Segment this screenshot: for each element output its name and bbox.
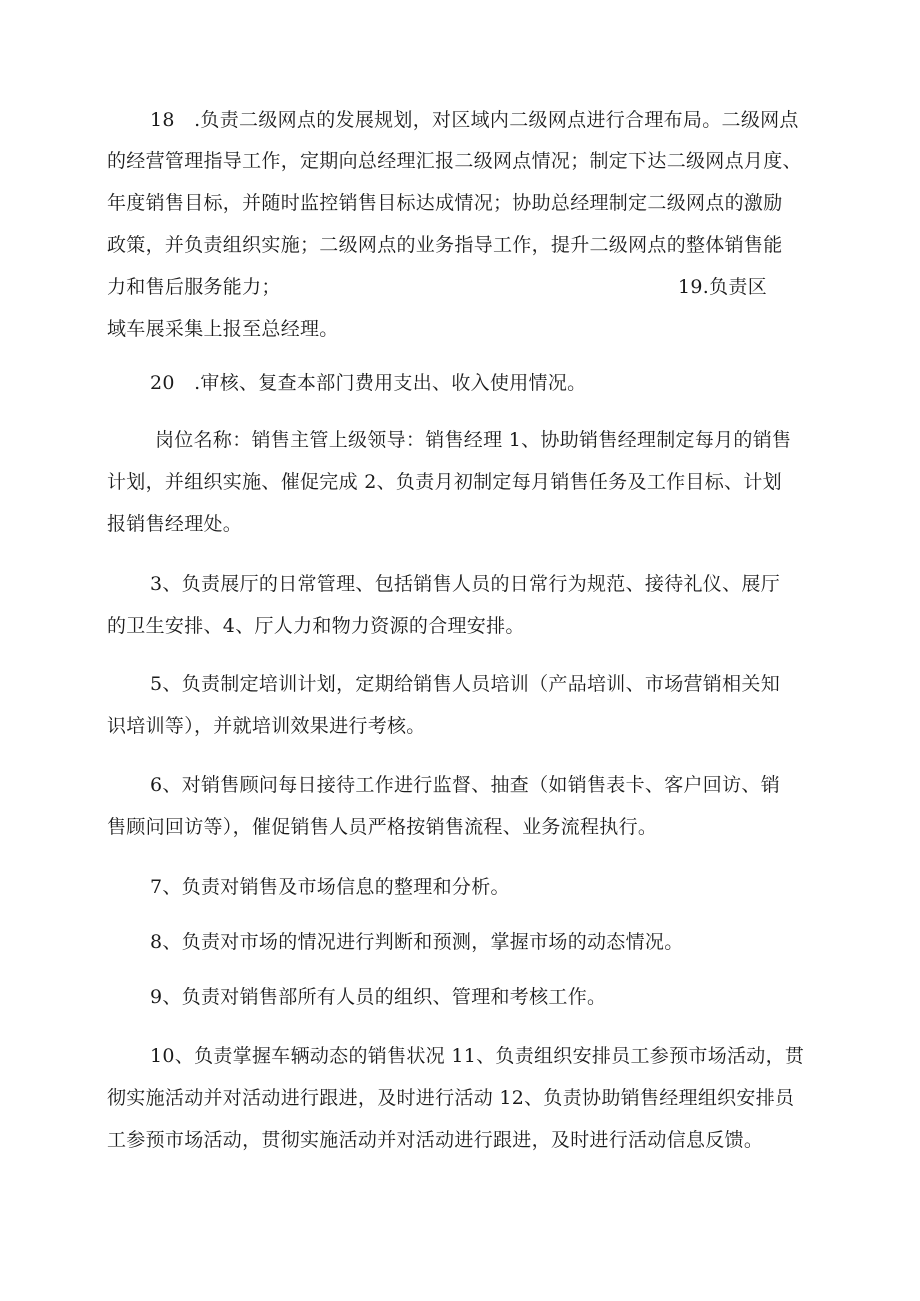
job-title-line-3: 报销售经理处。 bbox=[107, 513, 243, 535]
item-5-line-2: 识培训等），并就培训效果进行考核。 bbox=[107, 715, 426, 737]
item-10-line-2: 彻实施活动并对活动进行跟进，及时进行活动 12、负责协助销售经理组织安排员 bbox=[107, 1087, 795, 1109]
item-10-line-3: 工参预市场活动，贯彻实施活动并对活动进行跟进，及时进行活动信息反馈。 bbox=[107, 1129, 764, 1151]
job-title-line-1: 岗位名称：销售主管上级领导：销售经理 1、协助销售经理制定每月的销售 bbox=[155, 429, 792, 451]
paragraph-19-start: 19.负责区 bbox=[678, 276, 768, 298]
paragraph-18-line-4: 政策，并负责组织实施；二级网点的业务指导工作，提升二级网点的整体销售能 bbox=[107, 234, 783, 256]
item-3-line-1: 3、负责展厅的日常管理、包括销售人员的日常行为规范、接待礼仪、展厅 bbox=[150, 573, 780, 595]
job-title-line-2: 计划，并组织实施、催促完成 2、负责月初制定每月销售任务及工作目标、计划 bbox=[107, 471, 782, 493]
paragraph-19-line-2: 域车展采集上报至总经理。 bbox=[107, 318, 339, 340]
item-7-line-1: 7、负责对销售及市场信息的整理和分析。 bbox=[150, 876, 510, 898]
item-6-line-1: 6、对销售顾问每日接待工作进行监督、抽查（如销售表卡、客户回访、销 bbox=[150, 774, 780, 796]
paragraph-18-line-1: 18 .负责二级网点的发展规划，对区域内二级网点进行合理布局。二级网点 bbox=[150, 109, 799, 131]
item-9-line-1: 9、负责对销售部所有人员的组织、管理和考核工作。 bbox=[150, 986, 607, 1008]
paragraph-18-line-3: 年度销售目标，并随时监控销售目标达成情况；协助总经理制定二级网点的激励 bbox=[107, 192, 783, 214]
paragraph-20-line-1: 20 .审核、复查本部门费用支出、收入使用情况。 bbox=[150, 372, 587, 394]
item-10-line-1: 10、负责掌握车辆动态的销售状况 11、负责组织安排员工参预市场活动，贯 bbox=[150, 1045, 805, 1067]
item-3-line-2: 的卫生安排、4、厅人力和物力资源的合理安排。 bbox=[107, 615, 525, 637]
item-6-line-2: 售顾问回访等），催促销售人员严格按销售流程、业务流程执行。 bbox=[107, 816, 658, 838]
paragraph-18-line-2: 的经营管理指导工作，定期向总经理汇报二级网点情况；制定下达二级网点月度、 bbox=[107, 150, 802, 172]
item-5-line-1: 5、负责制定培训计划，定期给销售人员培训（产品培训、市场营销相关知 bbox=[150, 673, 780, 695]
paragraph-18-line-5: 力和售后服务能力； bbox=[107, 276, 281, 298]
item-8-line-1: 8、负责对市场的情况进行判断和预测，掌握市场的动态情况。 bbox=[150, 931, 684, 953]
